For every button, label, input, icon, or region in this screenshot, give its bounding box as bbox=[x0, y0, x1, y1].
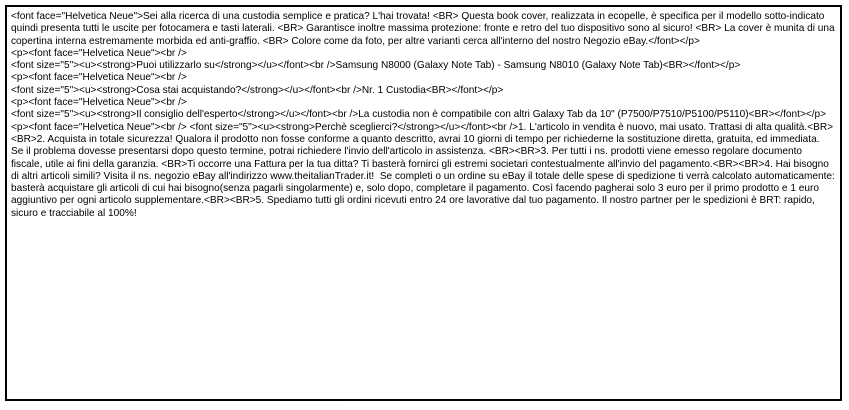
description-html-text: <font face="Helvetica Neue">Sei alla ricerca di una custodia semplice e pratica? L'hai trovata! <BR> Questa book cover, realizzata in ecopelle, è specifica per il modello sotto-indicato quindi presenta tutti le uscite per fotocamera e tasti laterali. <BR> Garantisce inoltre massima protezione: fronte e retro del tuo dispositivo sono al sicuro! <BR> La cover è munita di una copertina interna estremamente morbida ed anti-graffio. <BR> Colore come da foto, per altre varianti cerca all'interno del nostro Negozio eBay.</font></p> <p><font face="Helvetica Neue"><br /> <font size="5"><u><strong>Puoi utilizzarlo su</strong></u></font><br />Samsung N8000 (Galaxy Note Tab) - Samsung N8010 (Galaxy Note Tab)<BR></font></p> <p><font face="Helvetica Neue"><br /> <font size="5"><u><strong>Cosa stai acquistando?</strong></u></font><br />Nr. 1 Custodia<BR></font></p> <p><font face="Helvetica Neue"><br /> <font size="5"><u><strong>Il consiglio dell'esperto</strong></u></font><br />La custodia non è compatibile con altri Galaxy Tab da 10" (P7500/P7510/P5100/P5110)<BR></font></p> <p><font face="Helvetica Neue"><br /> <font size="5"><u><strong>Perchè sceglierci?</strong></u></font><br />1. L'articolo in vendita è nuovo, mai usato. Trattasi di alta qualità.<BR><BR>2. Acquista in totale sicurezza! Qualora il prodotto non fosse conforme a quanto descritto, avrai 10 giorni di tempo per richiederne la sostituzione diretta, gratuita, ed immediata. Se il problema dovesse presentarsi dopo questo termine, potrai richiedere l'invio dell'articolo in assistenza. <BR><BR>3. Per tutti i ns. prodotti viene emesso regolare documento fiscale, utile ai fini della garanzia. <BR>Ti occorre una Fattura per la tua ditta? Ti basterà fornirci gli estremi societari contestualmente all'invio del pagamento.<BR><BR>4. Hai bisogno di altri articoli simili? Visita il ns. negozio eBay all'indirizzo www.theitalianTrader.it! Se completi o un ordine su eBay il totale delle spese di spedizione ti verrà calcolato automaticamente: basterà acquistare gli articoli di cui hai bisogno(senza pagarli singolarmente) e, solo dopo, completare il pagamento. Così facendo pagherai solo 3 euro per il primo prodotto e 1 euro aggiuntivo per ogni articolo supplementare.<BR><BR>5. Spediamo tutti gli ordini ricevuti entro 24 ore lavorative dal tuo pagamento. Il nostro partner per le spedizioni è BRT: rapido, sicuro e tracciabile al 100%! bbox=[11, 11, 835, 219]
footer-fine-print: · · · · · · · · · · · · · · · · · · · · · · · · · · · · · · · · · · · · · · · · · · · · · · · · · · · · · · · · · · · · · · · · · · · · · · · · · · · · · · · · · · · · · · · · · · · · · · · · · · · · · · · · · · · · · · · · · · · · · · · · · · · · · · · · · · · · · · · · · · · · · · · · · · · · · · · · · · · · · · · · · · · · · · · · · · · · · · · · · · · · · · · · bbox=[6, 403, 343, 407]
description-textarea[interactable] bbox=[5, 5, 842, 401]
